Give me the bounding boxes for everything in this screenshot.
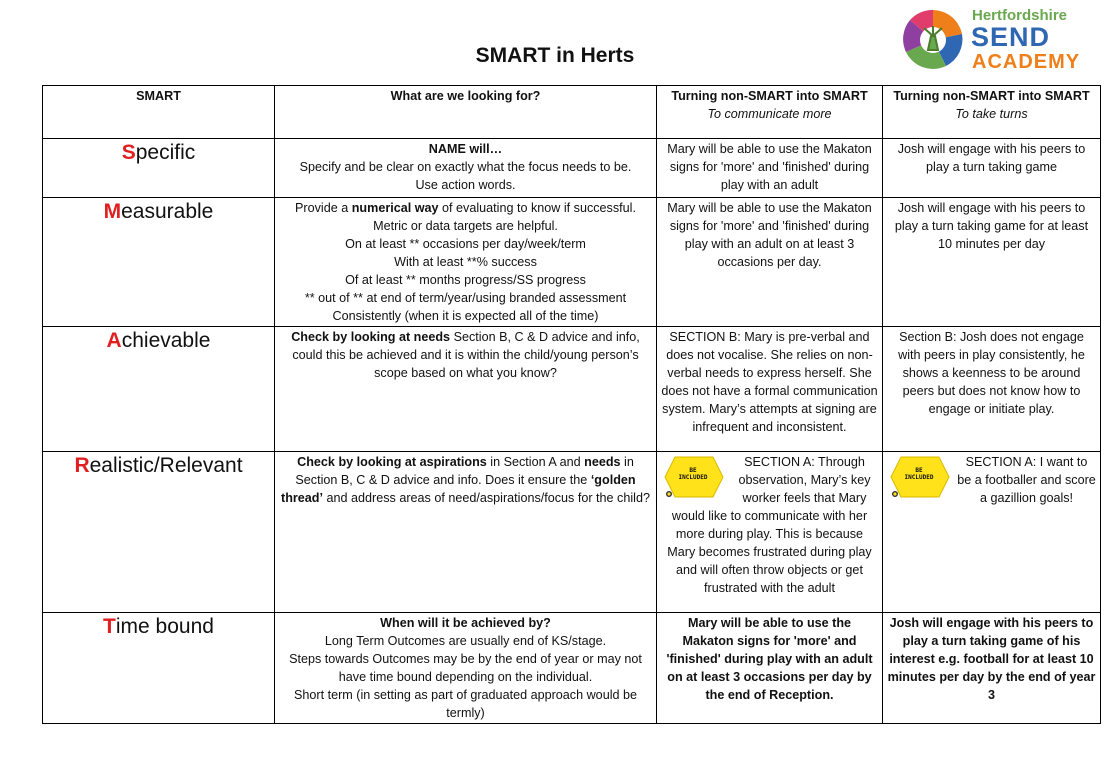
- looking-line: Of at least ** months progress/SS progress: [345, 273, 586, 287]
- row-label-rest: easurable: [121, 200, 214, 223]
- turns-time-bound: Josh will engage with his peers to play a turn taking game of his interest e.g. football for at least 10 minutes per day by the end of year 3: [883, 613, 1101, 724]
- badge-text: [669, 467, 717, 481]
- header-comm-subtitle: To communicate more: [707, 107, 832, 121]
- looking-line: Metric or data targets are helpful.: [373, 219, 558, 233]
- header-smart: SMART: [43, 86, 275, 139]
- header-turns-subtitle: To take turns: [955, 107, 1028, 121]
- comm-time-bound: Mary will be able to use the Makaton signs for 'more' and 'finished' during play with an adult on at least 3 occasions per day by the end of Reception.: [657, 613, 883, 724]
- badge-line: INCLUDED: [678, 474, 708, 481]
- looking-line: Use action words.: [415, 178, 516, 192]
- comm-measurable: Mary will be able to use the Makaton signs for 'more' and 'finished' during play with an adult on at least 3 occasions per day.: [657, 198, 883, 327]
- row-label-rest: ime bound: [115, 615, 214, 638]
- page-title: SMART in Herts: [475, 44, 635, 67]
- header-row: [43, 86, 1101, 139]
- row-label-time-bound: [43, 613, 275, 724]
- text-run: in Section A and: [486, 455, 585, 469]
- text-run: in Section B, C & D advice and info. Does it ensure the: [295, 455, 634, 487]
- logo-line-send: SEND: [971, 22, 1051, 52]
- looking-bold-text: When will it be achieved by?: [380, 616, 551, 630]
- be-included-badge: [887, 453, 953, 501]
- row-label-achievable: [43, 327, 275, 452]
- looking-line: With at least **% success: [394, 255, 537, 269]
- header-comm: [657, 86, 883, 139]
- text-run: Section B, C & D advice and info, could this be achieved and it is within the child/young person’s scope based on what you know?: [292, 330, 640, 380]
- badge-line: BE: [689, 467, 697, 474]
- looking-line: [279, 199, 652, 217]
- comm-achievable: SECTION B: Mary is pre-verbal and does not vocalise. She relies on non-verbal needs to express herself. She does not have a formal communication system. Mary’s attempts at signing are infrequent and inconsistent.: [657, 327, 883, 452]
- text-run: of evaluating to know if successful.: [438, 201, 636, 215]
- header-comm-title: Turning non-SMART into SMART: [671, 89, 868, 103]
- row-label-measurable: [43, 198, 275, 327]
- badge-text: [895, 467, 943, 481]
- be-included-badge: [661, 453, 727, 501]
- table-row-specific: [43, 139, 1101, 198]
- turns-achievable: Section B: Josh does not engage with peers in play consistently, he shows a keenness to be around peers but does not know how to engage or initiate play.: [883, 327, 1101, 452]
- looking-bold-text: NAME will…: [428, 142, 503, 156]
- logo-emblem-icon: [898, 6, 968, 72]
- row-initial: M: [103, 200, 122, 223]
- row-initial: A: [106, 329, 122, 352]
- turns-measurable: Josh will engage with his peers to play a turn taking game for at least 10 minutes per day: [883, 198, 1101, 327]
- badge-line: INCLUDED: [904, 474, 934, 481]
- looking-bold-text: ‘golden thread’: [281, 473, 636, 505]
- header-looking-for: What are we looking for?: [275, 86, 657, 139]
- header-turns: [883, 86, 1101, 139]
- text-run: Provide a: [295, 201, 352, 215]
- looking-bold-text: Check by looking at aspirations: [297, 455, 487, 469]
- table-row-measurable: [43, 198, 1101, 327]
- row-initial: R: [74, 454, 90, 477]
- looking-for-realistic: [275, 452, 657, 613]
- row-label-specific: [43, 139, 275, 198]
- looking-line: Specify and be clear on exactly what the focus needs to be.: [299, 160, 632, 174]
- looking-bold-text: numerical way: [351, 201, 439, 215]
- row-initial: S: [121, 141, 136, 164]
- comm-realistic: [657, 452, 883, 613]
- table-row-realistic: [43, 452, 1101, 613]
- turns-text: SECTION A: I want to be a footballer and score a gazillion goals!: [957, 455, 1096, 505]
- header-turns-title: Turning non-SMART into SMART: [893, 89, 1090, 103]
- looking-for-achievable: [275, 327, 657, 452]
- turns-specific: Josh will engage with his peers to play a turn taking game: [883, 139, 1101, 198]
- logo-line-hertfordshire: Hertfordshire: [972, 7, 1068, 24]
- herts-send-academy-logo: [898, 4, 1108, 74]
- row-label-rest: ealistic/Relevant: [89, 454, 243, 477]
- row-label-realistic: [43, 452, 275, 613]
- looking-line: Long Term Outcomes are usually end of KS/stage.: [324, 634, 607, 648]
- row-initial: T: [103, 615, 116, 638]
- comm-text: SECTION A: Through observation, Mary’s key worker feels that Mary would like to communicate with her more during play. This is because Mary becomes frustrated during play and will often throw objects or get frustrated with the adult: [667, 455, 872, 595]
- smart-table: [42, 85, 1101, 724]
- looking-line: Steps towards Outcomes may be by the end of year or may not have time bound depending on the individual.: [289, 652, 642, 684]
- looking-line: On at least ** occasions per day/week/term: [345, 237, 586, 251]
- looking-bold-text: Check by looking at needs: [291, 330, 451, 344]
- looking-line: Short term (in setting as part of graduated approach would be termly): [293, 688, 638, 720]
- badge-line: BE: [915, 467, 923, 474]
- text-run: and address areas of need/aspirations/focus for the child?: [323, 491, 650, 505]
- table-row-achievable: [43, 327, 1101, 452]
- looking-for-measurable: [275, 198, 657, 327]
- comm-specific: Mary will be able to use the Makaton signs for 'more' and 'finished' during play with an adult: [657, 139, 883, 198]
- turns-realistic: [883, 452, 1101, 613]
- logo-line-academy: ACADEMY: [972, 51, 1081, 73]
- table-row-time-bound: [43, 613, 1101, 724]
- row-label-rest: pecific: [135, 141, 196, 164]
- row-label-rest: chievable: [121, 329, 211, 352]
- looking-bold-text: needs: [584, 455, 621, 469]
- looking-line: Consistently (when it is expected all of the time): [332, 309, 599, 323]
- looking-for-specific: [275, 139, 657, 198]
- looking-line: ** out of ** at end of term/year/using branded assessment: [304, 291, 627, 305]
- looking-for-time-bound: [275, 613, 657, 724]
